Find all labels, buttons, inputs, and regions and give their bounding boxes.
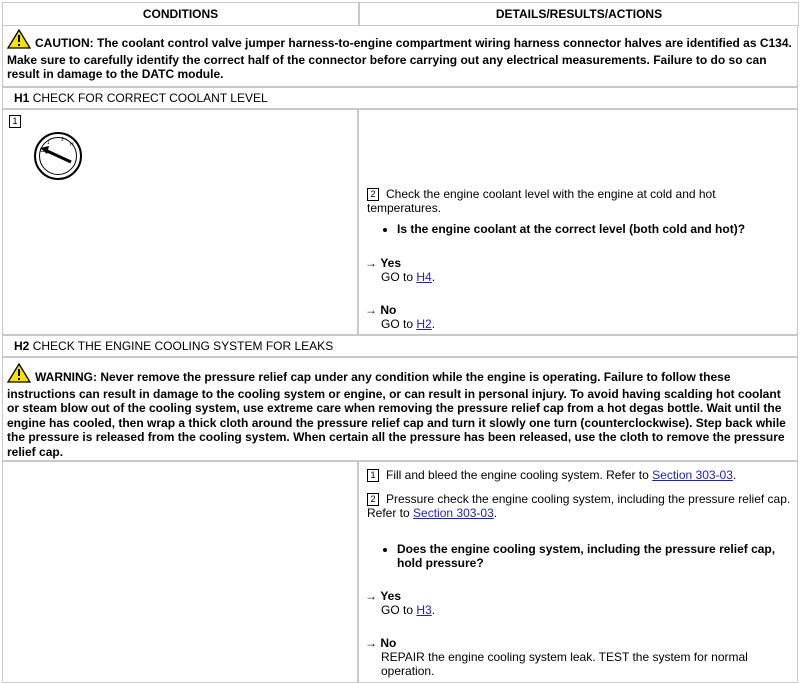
h2-conditions-cell — [2, 461, 358, 683]
h1-step2 — [367, 187, 792, 215]
coolant-gauge-icon — [31, 130, 85, 185]
warning-triangle-icon — [7, 29, 31, 53]
svg-text:1: 1 — [47, 140, 50, 146]
col-header-details: DETAILS/RESULTS/ACTIONS — [359, 2, 799, 26]
h1-no-suffix: . — [431, 317, 436, 331]
link-section-303-03[interactable]: Section 303-03 — [413, 506, 494, 520]
section-h1-title — [2, 87, 798, 109]
step-number-box: 1 — [9, 115, 21, 128]
h1-details-cell — [358, 109, 798, 335]
h1-no-label: No — [380, 303, 397, 317]
arrow-right-icon: → — [365, 589, 377, 603]
warning-text: Never remove the pressure relief cap under any condition while the engine is operating. Failure to follow these instructions can result in damage to the cooling system or engine, or can result in personal injury. To avoid having scalding hot coolant or steam blow out of the cooling system, use extreme care when removing the pressure relief cap from a hot degas bottle. Wait until the engine has cooled, then wrap a thick cloth around the pressure relief cap and turn it slowly one turn (counterclockwise). Step back while the pressure is released from the cooling system. When certain all the pressure has been released, use the cloth to remove the pressure relief cap. — [7, 370, 786, 459]
h2-step1-text: Fill and bleed the engine cooling system. Refer to — [386, 468, 649, 482]
h1-no-result — [365, 303, 435, 331]
caution-box — [2, 25, 798, 87]
warning-label: WARNING: — [35, 370, 97, 384]
h1-yes-label: Yes — [380, 256, 402, 270]
h1-yes-result — [365, 256, 435, 284]
arrow-right-icon: → — [365, 636, 377, 650]
h2-yes-result — [365, 589, 435, 617]
section-h2-title — [2, 335, 798, 357]
h2-no-label: No — [380, 636, 397, 650]
h1-step2-text: Check the engine coolant level with the engine at cold and hot temperatures. — [367, 187, 716, 215]
section-h1-text: CHECK FOR CORRECT COOLANT LEVEL — [32, 91, 268, 105]
warning-triangle-icon — [7, 363, 31, 387]
section-h2-text: CHECK THE ENGINE COOLING SYSTEM FOR LEAKS — [32, 339, 334, 353]
h2-yes-suffix: . — [431, 603, 436, 617]
step-number-box: 2 — [367, 493, 379, 506]
h2-step2-text: Pressure check the engine cooling system, including the pressure relief cap. Refer to — [367, 492, 791, 520]
h1-no-prefix: GO to — [381, 317, 414, 331]
caution-text: The coolant control valve jumper harness-to-engine compartment wiring harness connector halves are identified as C134. Make sure to carefully identify the correct half of the connector before carrying out any electrical measurements. Failure to do so can result in damage to the DATC module. — [7, 36, 792, 81]
h2-no-result — [365, 636, 785, 678]
link-h3[interactable]: H3 — [416, 603, 432, 617]
h2-step2-suffix: . — [493, 506, 498, 520]
h2-details-cell — [358, 461, 798, 683]
h1-conditions-cell — [2, 109, 358, 335]
h1-question — [367, 222, 787, 236]
h2-step2 — [367, 492, 792, 520]
col-header-conditions: CONDITIONS — [2, 2, 359, 26]
h1-yes-suffix: . — [431, 270, 436, 284]
arrow-right-icon: → — [365, 303, 377, 317]
h2-question — [367, 542, 787, 570]
section-h2-code: H2 — [14, 339, 30, 353]
h2-step1-suffix: . — [732, 468, 737, 482]
step-number-box: 2 — [367, 188, 379, 201]
link-section-303-03[interactable]: Section 303-03 — [652, 468, 733, 482]
svg-text:2: 2 — [61, 137, 64, 143]
svg-text:H: H — [70, 142, 74, 148]
h2-no-text: REPAIR the engine cooling system leak. TEST the system for normal operation. — [381, 650, 748, 678]
caution-label: CAUTION: — [35, 36, 94, 50]
h2-question-text: • Does the engine cooling system, including the pressure relief cap, hold pressure? — [397, 542, 787, 570]
h1-yes-prefix: GO to — [381, 270, 414, 284]
warning-box — [2, 357, 798, 461]
section-h1-code: H1 — [14, 91, 30, 105]
h2-yes-label: Yes — [380, 589, 402, 603]
link-h4[interactable]: H4 — [416, 270, 432, 284]
h2-step1 — [367, 468, 792, 482]
h1-question-text: • Is the engine coolant at the correct level (both cold and hot)? — [397, 222, 787, 236]
h2-yes-prefix: GO to — [381, 603, 414, 617]
arrow-right-icon: → — [365, 256, 377, 270]
link-h2[interactable]: H2 — [416, 317, 432, 331]
step-number-box: 1 — [367, 469, 379, 482]
svg-text:C: C — [40, 148, 45, 154]
